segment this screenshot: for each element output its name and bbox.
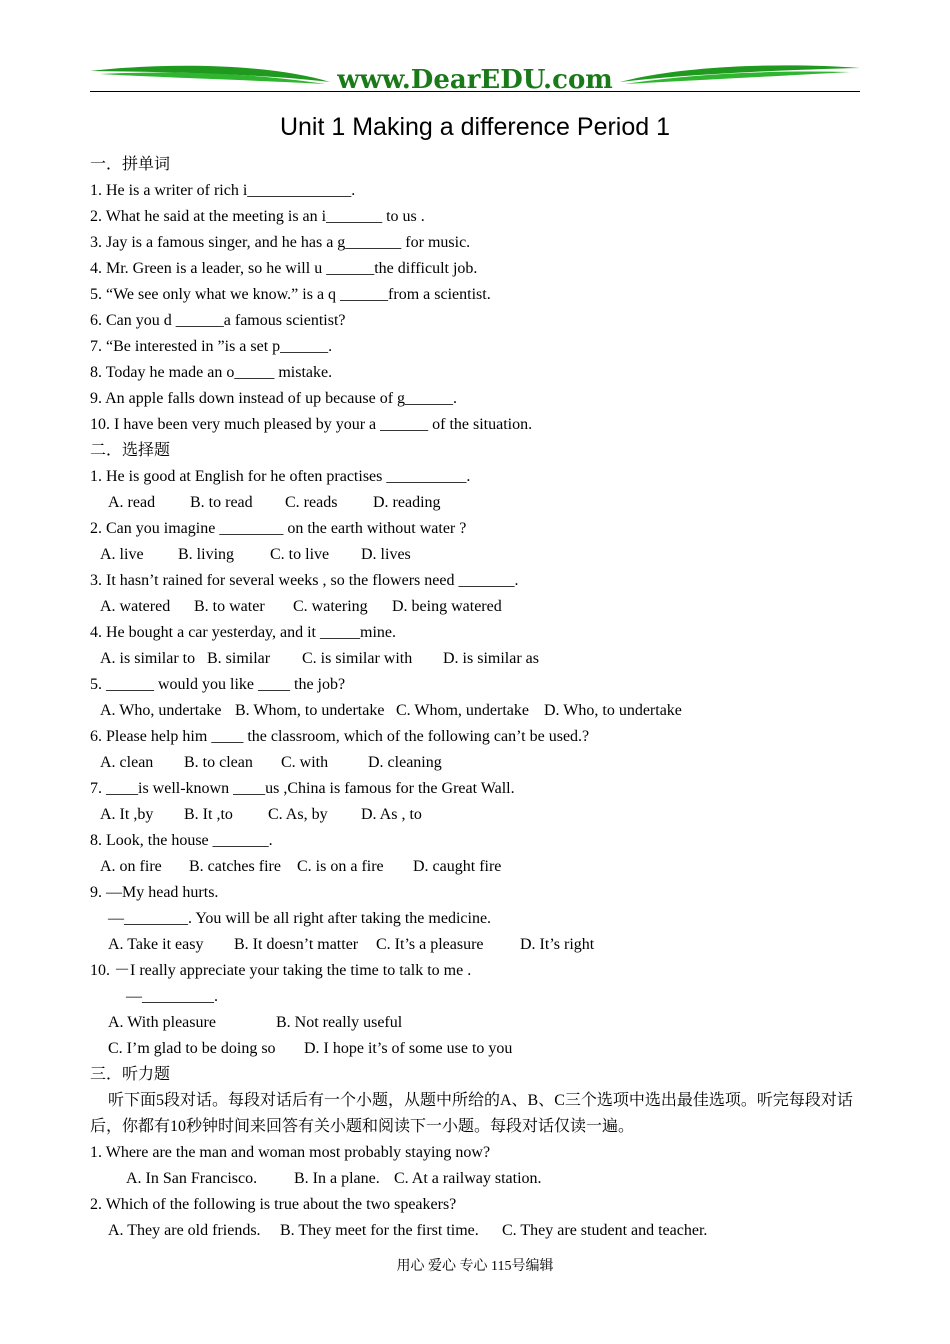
header-rule	[90, 91, 860, 92]
option: B. to clean	[184, 754, 253, 771]
listening-instructions: 听下面5段对话。每段对话后有一个小题，从题中所给的A、B、C三个选项中选出最佳选项。听完每段对话后，你都有10秒钟时间来回答有关小题和阅读下一小题。每段对话仅读一遍。	[90, 1092, 853, 1135]
question: 2. Which of the following is true about the two speakers?	[90, 1196, 457, 1213]
options-row	[90, 1010, 862, 1036]
spelling-item: 6. Can you d ______a famous scientist?	[90, 312, 346, 329]
option: C. At a railway station.	[394, 1170, 542, 1187]
option: C. I’m glad to be doing so	[108, 1040, 276, 1057]
options-row	[90, 802, 862, 828]
section-heading: 二．选择题	[90, 442, 171, 459]
option: A. is similar to	[100, 650, 196, 667]
options-row	[90, 698, 862, 724]
site-logo: www.DearEDU.com	[337, 65, 613, 95]
worksheet-body	[90, 152, 862, 1244]
option: D. As , to	[361, 806, 422, 823]
spelling-item: 1. He is a writer of rich i_____________.	[90, 182, 356, 199]
options-row	[90, 1218, 862, 1244]
spelling-item: 2. What he said at the meeting is an i_______ to us .	[90, 208, 425, 225]
option: C. watering	[293, 598, 368, 615]
option: A. watered	[100, 598, 171, 615]
question: 4. He bought a car yesterday, and it _____mine.	[90, 624, 396, 641]
option: D. cleaning	[368, 754, 442, 771]
option: A. live	[100, 546, 144, 563]
question: 1. Where are the man and woman most probably staying now?	[90, 1144, 491, 1161]
option: B. It doesn’t matter	[234, 936, 359, 953]
option: C. They are student and teacher.	[502, 1222, 708, 1239]
option: D. caught fire	[413, 858, 502, 875]
option: A. clean	[100, 754, 154, 771]
options-row	[90, 542, 862, 568]
option: C. As, by	[268, 806, 328, 823]
question: 1. He is good at English for he often practises __________.	[90, 468, 471, 485]
spelling-item: 5. “We see only what we know.” is a q ______from a scientist.	[90, 286, 491, 303]
option: A. They are old friends.	[108, 1222, 261, 1239]
question: 3. It hasn’t rained for several weeks , so the flowers need _______.	[90, 572, 519, 589]
spelling-item: 4. Mr. Green is a leader, so he will u ______the difficult job.	[90, 260, 478, 277]
spelling-item: 10. I have been very much pleased by your a ______ of the situation.	[90, 416, 533, 433]
option: C. is on a fire	[297, 858, 384, 875]
option: B. living	[178, 546, 235, 563]
question: 10. －I really appreciate your taking the time to talk to me .	[90, 962, 472, 979]
spelling-item: 3. Jay is a famous singer, and he has a g_______ for music.	[90, 234, 471, 251]
options-row	[90, 1166, 862, 1192]
option: A. read	[108, 494, 156, 511]
dialog-reply: —_________.	[126, 988, 218, 1005]
section-heading: 三．听力题	[90, 1066, 171, 1083]
option: D. It’s right	[520, 936, 595, 953]
option: C. with	[281, 754, 329, 771]
option: A. In San Francisco.	[126, 1170, 258, 1187]
option: B. similar	[207, 650, 271, 667]
options-row	[90, 750, 862, 776]
question: 7. ____is well-known ____us ,China is famous for the Great Wall.	[90, 780, 515, 797]
option: C. Whom, undertake	[396, 702, 530, 719]
option: D. reading	[373, 494, 441, 511]
option: D. being watered	[392, 598, 502, 615]
options-row	[90, 1036, 862, 1062]
page-footer: 用心 爱心 专心 115号编辑	[396, 1259, 554, 1274]
options-row	[90, 932, 862, 958]
spelling-item: 7. “Be interested in ”is a set p______.	[90, 338, 333, 355]
option: A. Take it easy	[108, 936, 204, 953]
option: D. lives	[361, 546, 411, 563]
question: 8. Look, the house _______.	[90, 832, 273, 849]
question: 5. ______ would you like ____ the job?	[90, 676, 346, 693]
options-row	[90, 646, 862, 672]
options-row	[90, 594, 862, 620]
option: A. on fire	[100, 858, 162, 875]
option: B. Whom, to undertake	[235, 702, 385, 719]
dialog-reply: —________. You will be all right after taking the medicine.	[108, 910, 492, 927]
option: D. is similar as	[443, 650, 539, 667]
option: B. catches fire	[189, 858, 281, 875]
option: C. reads	[285, 494, 338, 511]
option: B. In a plane.	[294, 1170, 380, 1187]
option: B. Not really useful	[276, 1014, 403, 1031]
option: B. It ,to	[184, 806, 233, 823]
option: C. is similar with	[302, 650, 413, 667]
option: A. It ,by	[100, 806, 154, 823]
leaf-logo-icon	[90, 60, 860, 100]
question: 2. Can you imagine ________ on the earth without water ?	[90, 520, 467, 537]
option: A. Who, undertake	[100, 702, 222, 719]
option: C. to live	[270, 546, 330, 563]
option: B. to water	[194, 598, 265, 615]
option: B. They meet for the first time.	[280, 1222, 479, 1239]
question: 9. —My head hurts.	[90, 884, 219, 901]
spelling-item: 9. An apple falls down instead of up because of g______.	[90, 390, 458, 407]
option: C. It’s a pleasure	[376, 936, 484, 953]
page-title: Unit 1 Making a difference Period 1	[279, 113, 671, 141]
option: D. I hope it’s of some use to you	[304, 1040, 513, 1057]
header-banner	[90, 60, 860, 100]
options-row	[90, 854, 862, 880]
option: B. to read	[190, 494, 253, 511]
spelling-item: 8. Today he made an o_____ mistake.	[90, 364, 333, 381]
options-row	[90, 490, 862, 516]
question: 6. Please help him ____ the classroom, which of the following can’t be used.?	[90, 728, 590, 745]
section-heading: 一．拼单词	[90, 156, 171, 173]
option: D. Who, to undertake	[544, 702, 682, 719]
option: A. With pleasure	[108, 1014, 216, 1031]
